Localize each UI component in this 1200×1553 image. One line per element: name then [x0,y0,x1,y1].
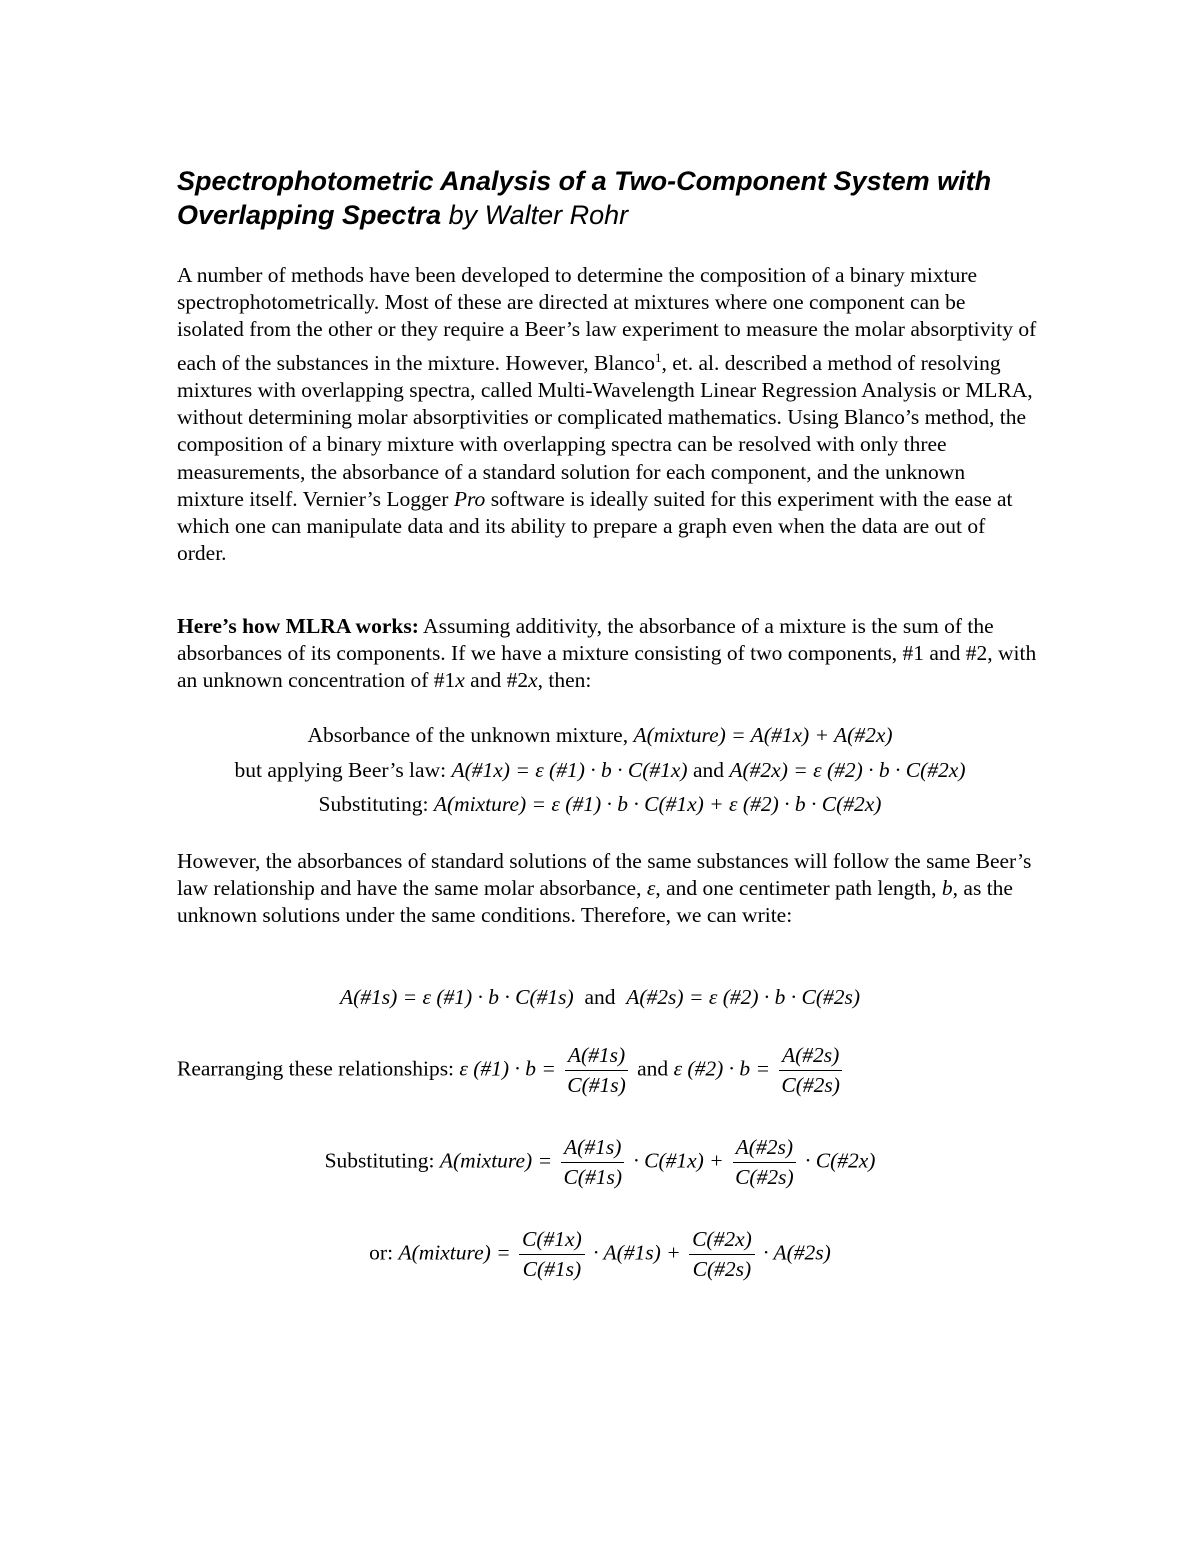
eq2-expression-a: A(#1x) = ε (#1) · b · C(#1x) [451,758,688,782]
eq6-mid-2: · C(#2x) [804,1148,876,1173]
eq6-denominator-2: C(#2s) [735,1165,794,1189]
standards-paragraph [177,848,1037,930]
eq5-fraction-1 [564,1043,629,1098]
equation-substituting-fractions [0,1135,1200,1190]
eq5-lhs2: ε (#2) · b = [673,1056,770,1081]
eq7-label: or: [369,1240,394,1265]
standards-text-a: However, the absorbances of standard solutions of the same substances will follow the same Beer’s law relationship and have the same molar absorbance, [177,849,1032,901]
eq5-numerator-1: A(#1s) [565,1043,628,1071]
eq7-mid-2: · A(#2s) [763,1240,831,1265]
eq7-mid-1: · A(#1s) + [593,1240,681,1265]
eq3-label: Substituting: [318,792,429,816]
eq5-label: Rearranging these relationships: [177,1056,455,1081]
standards-text-b: , and one centimeter path length, [655,876,937,901]
title-main: Spectrophotometric Analysis of a Two-Component System with Overlapping Spectra [177,166,992,230]
eq7-lhs: A(mixture) = [398,1240,511,1265]
eq6-denominator-1: C(#1s) [563,1165,622,1189]
eq7-denominator-1: C(#1s) [522,1257,582,1281]
eq5-fraction-2 [778,1043,843,1098]
eq6-mid-1: · C(#1x) + [633,1148,724,1173]
equation-beers-law [0,758,1200,783]
eq1-expression: A(mixture) = A(#1x) + A(#2x) [633,723,893,747]
eq4-and: and [584,985,616,1009]
equation-final [0,1227,1200,1282]
eq6-label: Substituting: [324,1148,435,1173]
eq7-fraction-2 [689,1227,755,1282]
eq7-fraction-1 [519,1227,585,1282]
eq7-denominator-2: C(#2s) [692,1257,752,1281]
equation-substituting [0,792,1200,817]
mlra-heading: Here’s how MLRA works: [177,614,419,638]
equation-standards [0,985,1200,1010]
eq1-label: Absorbance of the unknown mixture, [307,723,629,747]
eq6-lhs: A(mixture) = [439,1148,553,1173]
mlra-x2: x [528,668,538,693]
eq7-numerator-1: C(#1x) [519,1227,585,1255]
equation-absorbance-mixture [0,723,1200,748]
standards-text-c: , as the unknown solutions under the same conditions. Therefore, we can write: [177,876,1013,928]
mlra-text-1: Assuming additivity, the absorbance of a mixture is the sum of the absorbances of its components. If we have a mixture consisting of two components, #1 and #2, with an unknown concentration of #1 [177,614,1037,693]
eq4-left: A(#1s) = ε (#1) · b · C(#1s) [339,985,574,1009]
eq2-and: and [692,758,724,782]
mlra-and: and #2 [464,668,529,693]
eq7-numerator-2: C(#2x) [689,1227,755,1255]
eq3-expression: A(mixture) = ε (#1) · b · C(#1x) + ε (#2) · b · C(#2x) [433,792,882,816]
eq6-numerator-1: A(#1s) [561,1135,624,1163]
eq5-denominator-1: C(#1s) [567,1073,626,1097]
document-title [177,164,1037,232]
intro-text-3: software is ideally suited for this experiment with the ease at which one can manipulate data and its ability to prepare a graph even when the data are out of order. [177,486,1013,566]
title-author: by Walter Rohr [448,200,629,230]
eq5-numerator-2: A(#2s) [779,1043,842,1071]
eq2-label: but applying Beer’s law: [234,758,447,782]
path-length-symbol: b [941,876,953,901]
eq5-and: and [637,1056,669,1081]
intro-paragraph [177,262,1037,567]
eq6-fraction-2 [732,1135,797,1190]
eq5-denominator-2: C(#2s) [781,1073,840,1097]
intro-text-2: , et. al. described a method of resolving mixtures with overlapping spectra, called Multi-Wavelength Linear Regression Analysis or MLRA, without determining molar absorptivities or complicated mathematics. Using Blanco’s method, the composition of a binary mixture with overlapping spectra can be resolved with only three measurements, the absorbance of a standard solution for each component, and the unknown mixture itself. Vernier’s Logger [177,350,1033,511]
mlra-x1: x [455,668,465,693]
intro-text-1: A number of methods have been developed to determine the composition of a binary mixture spectrophotometrically. Most of these are directed at mixtures where one component can be isolated from the other or they require a Beer’s law experiment to measure the molar absorptivity of each of the substances in the mixture. However, Blanco [177,263,1037,375]
eq5-lhs1: ε (#1) · b = [459,1056,556,1081]
epsilon-symbol: ε [646,876,656,901]
eq2-expression-b: A(#2x) = ε (#2) · b · C(#2x) [729,758,966,782]
equation-rearranging [177,1043,1077,1098]
intro-pro: Pro [453,486,486,511]
eq4-right: A(#2s) = ε (#2) · b · C(#2s) [626,985,861,1009]
eq6-fraction-1 [560,1135,625,1190]
eq6-numerator-2: A(#2s) [733,1135,796,1163]
reference-marker: 1 [654,349,662,365]
mlra-paragraph [177,613,1037,695]
mlra-then: , then: [537,668,592,693]
